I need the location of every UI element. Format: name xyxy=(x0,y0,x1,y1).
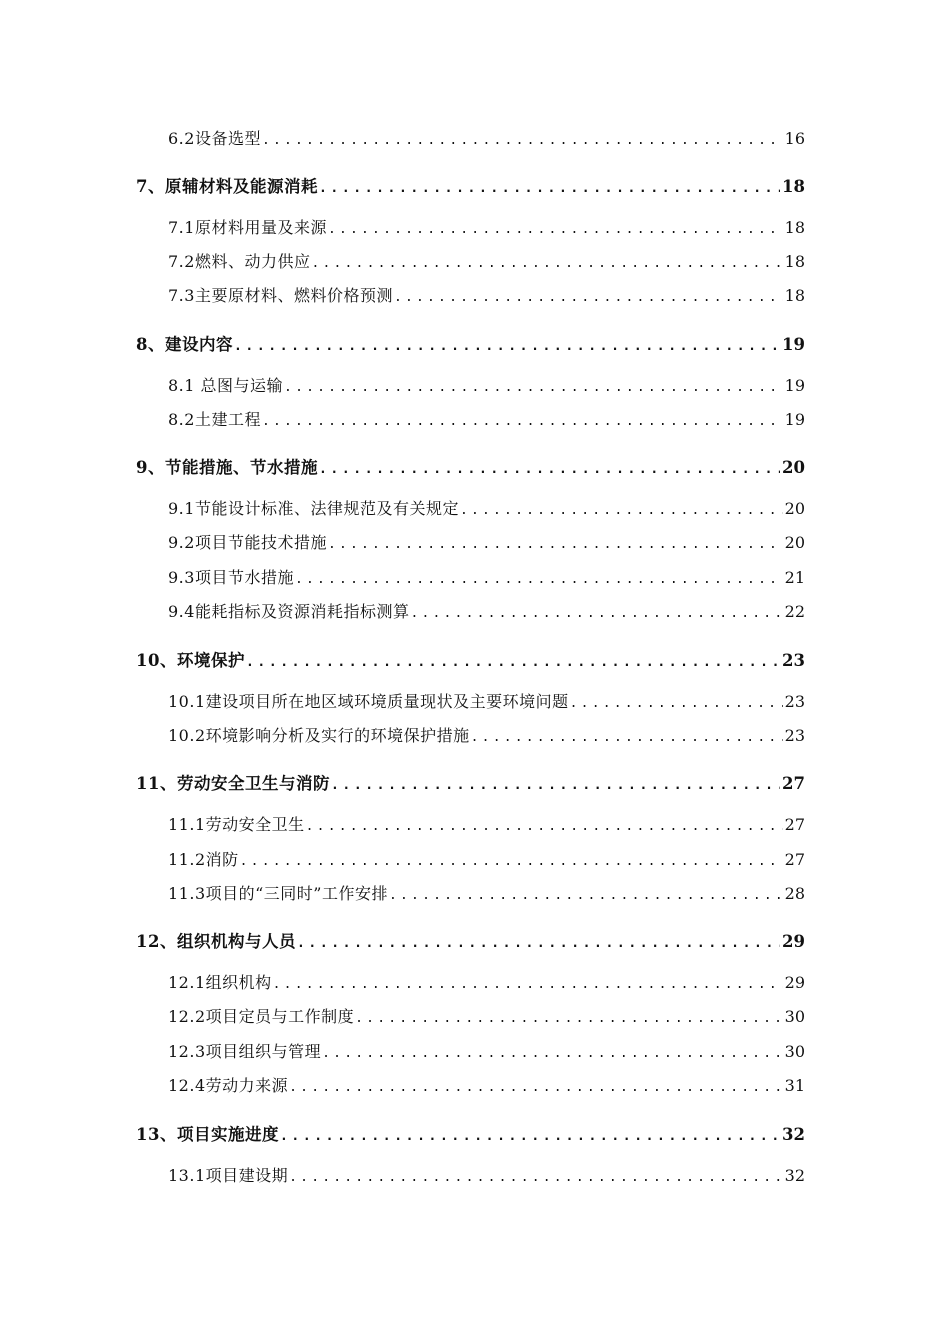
toc-entry-title: 11、劳动安全卫生与消防 xyxy=(136,774,330,793)
toc-entry-title: 11.2消防 xyxy=(168,850,239,869)
toc-entry[interactable] xyxy=(168,373,805,396)
toc-entry-page: 19 xyxy=(784,410,805,429)
toc-entry-page: 30 xyxy=(784,1007,805,1026)
toc-entry[interactable] xyxy=(168,970,805,993)
toc-entry[interactable] xyxy=(168,1004,805,1027)
toc-leader-dots xyxy=(246,655,780,670)
toc-entry[interactable] xyxy=(168,847,805,870)
toc-entry-page: 18 xyxy=(784,286,805,305)
toc-entry-title: 13、项目实施进度 xyxy=(136,1125,279,1144)
toc-entry-title: 12.1组织机构 xyxy=(168,973,272,992)
toc-chapter-entry[interactable] xyxy=(136,928,805,952)
toc-entry[interactable] xyxy=(168,215,805,238)
toc-leader-dots xyxy=(262,133,783,148)
toc-entry[interactable] xyxy=(168,283,805,306)
toc-entry-page: 20 xyxy=(782,458,805,477)
toc-leader-dots xyxy=(234,339,780,354)
toc-entry-title: 8.1 总图与运输 xyxy=(168,376,284,395)
toc-chapter-entry[interactable] xyxy=(136,647,805,671)
toc-entry-title: 7.3主要原材料、燃料价格预测 xyxy=(168,286,393,305)
toc-entry-page: 20 xyxy=(784,499,805,518)
toc-entry-page: 31 xyxy=(784,1076,805,1095)
toc-leader-dots xyxy=(319,181,780,196)
toc-entry-title: 9.1节能设计标准、法律规范及有关规定 xyxy=(168,499,459,518)
toc-entry[interactable] xyxy=(168,689,805,712)
toc-entry-page: 30 xyxy=(784,1042,805,1061)
toc-entry-title: 7.2燃料、动力供应 xyxy=(168,252,311,271)
toc-entry[interactable] xyxy=(168,881,805,904)
toc-entry-page: 18 xyxy=(782,177,805,196)
toc-entry[interactable] xyxy=(168,407,805,430)
toc-chapter-entry[interactable] xyxy=(136,770,805,794)
toc-entry-title: 12.4劳动力来源 xyxy=(168,1076,289,1095)
toc-entry-title: 10.1建设项目所在地区域环境质量现状及主要环境问题 xyxy=(168,692,569,711)
toc-leader-dots xyxy=(306,819,783,834)
toc-entry-title: 9、节能措施、节水措施 xyxy=(136,458,318,477)
toc-entry-title: 11.3项目的“三同时”工作安排 xyxy=(168,884,388,903)
toc-entry-title: 8.2土建工程 xyxy=(168,410,261,429)
toc-entry-page: 27 xyxy=(784,815,805,834)
toc-entry-page: 18 xyxy=(784,218,805,237)
toc-leader-dots xyxy=(319,462,780,477)
toc-entry-title: 10、环境保护 xyxy=(136,651,245,670)
toc-leader-dots xyxy=(410,606,782,621)
toc-entry-title: 9.2项目节能技术措施 xyxy=(168,533,327,552)
toc-leader-dots xyxy=(311,256,782,271)
toc-entry-page: 22 xyxy=(784,602,805,621)
toc-entry-title: 7.1原材料用量及来源 xyxy=(168,218,327,237)
toc-entry-page: 32 xyxy=(784,1166,805,1185)
toc-leader-dots xyxy=(240,854,783,869)
toc-leader-dots xyxy=(289,1170,783,1185)
toc-entry-page: 27 xyxy=(782,774,805,793)
toc-entry-page: 19 xyxy=(782,335,805,354)
toc-leader-dots xyxy=(295,572,783,587)
toc-entry[interactable] xyxy=(168,1073,805,1096)
toc-entry[interactable] xyxy=(168,249,805,272)
toc-entry-page: 29 xyxy=(784,973,805,992)
toc-chapter-entry[interactable] xyxy=(136,454,805,478)
toc-entry-page: 27 xyxy=(784,850,805,869)
toc-entry-title: 8、建设内容 xyxy=(136,335,233,354)
toc-leader-dots xyxy=(328,222,783,237)
toc-leader-dots xyxy=(471,730,783,745)
toc-entry-title: 12.2项目定员与工作制度 xyxy=(168,1007,355,1026)
toc-leader-dots xyxy=(289,1080,783,1095)
toc-entry-page: 23 xyxy=(782,651,805,670)
toc-leader-dots xyxy=(284,380,783,395)
toc-entry-title: 13.1项目建设期 xyxy=(168,1166,289,1185)
toc-leader-dots xyxy=(570,696,783,711)
toc-entry-title: 7、原辅材料及能源消耗 xyxy=(136,177,318,196)
toc-chapter-entry[interactable] xyxy=(136,1121,805,1145)
toc-entry-page: 32 xyxy=(782,1125,805,1144)
toc-leader-dots xyxy=(460,503,783,518)
toc-entry-title: 11.1劳动安全卫生 xyxy=(168,815,305,834)
toc-entry-page: 23 xyxy=(784,726,805,745)
toc-entry-title: 10.2环境影响分析及实行的环境保护措施 xyxy=(168,726,470,745)
toc-entry-title: 9.3项目节水措施 xyxy=(168,568,294,587)
toc-entry-page: 21 xyxy=(784,568,805,587)
toc-leader-dots xyxy=(322,1046,783,1061)
toc-entry[interactable] xyxy=(168,1039,805,1062)
toc-entry[interactable] xyxy=(168,496,805,519)
toc-chapter-entry[interactable] xyxy=(136,331,805,355)
toc-chapter-entry[interactable] xyxy=(136,173,805,197)
toc-entry-page: 16 xyxy=(784,129,805,148)
toc-leader-dots xyxy=(273,977,783,992)
toc-entry-page: 28 xyxy=(784,884,805,903)
toc-entry-page: 18 xyxy=(784,252,805,271)
toc-leader-dots xyxy=(389,888,783,903)
toc-entry-page: 23 xyxy=(784,692,805,711)
toc-leader-dots xyxy=(331,778,780,793)
toc-entry[interactable] xyxy=(168,126,805,149)
toc-entry[interactable] xyxy=(168,530,805,553)
toc-entry[interactable] xyxy=(168,565,805,588)
toc-entry[interactable] xyxy=(168,723,805,746)
toc-entry-title: 6.2设备选型 xyxy=(168,129,261,148)
toc-entry[interactable] xyxy=(168,599,805,622)
toc-leader-dots xyxy=(394,290,783,305)
toc-leader-dots xyxy=(328,537,783,552)
toc-leader-dots xyxy=(297,936,780,951)
toc-leader-dots xyxy=(262,414,783,429)
toc-entry[interactable] xyxy=(168,1163,805,1186)
toc-entry-title: 9.4能耗指标及资源消耗指标测算 xyxy=(168,602,410,621)
toc-entry-page: 20 xyxy=(784,533,805,552)
toc-entry-title: 12.3项目组织与管理 xyxy=(168,1042,322,1061)
toc-leader-dots xyxy=(355,1011,783,1026)
toc-leader-dots xyxy=(280,1129,780,1144)
toc-entry-title: 12、组织机构与人员 xyxy=(136,932,296,951)
toc-entry[interactable] xyxy=(168,812,805,835)
toc-entry-page: 29 xyxy=(782,932,805,951)
toc-entry-page: 19 xyxy=(784,376,805,395)
